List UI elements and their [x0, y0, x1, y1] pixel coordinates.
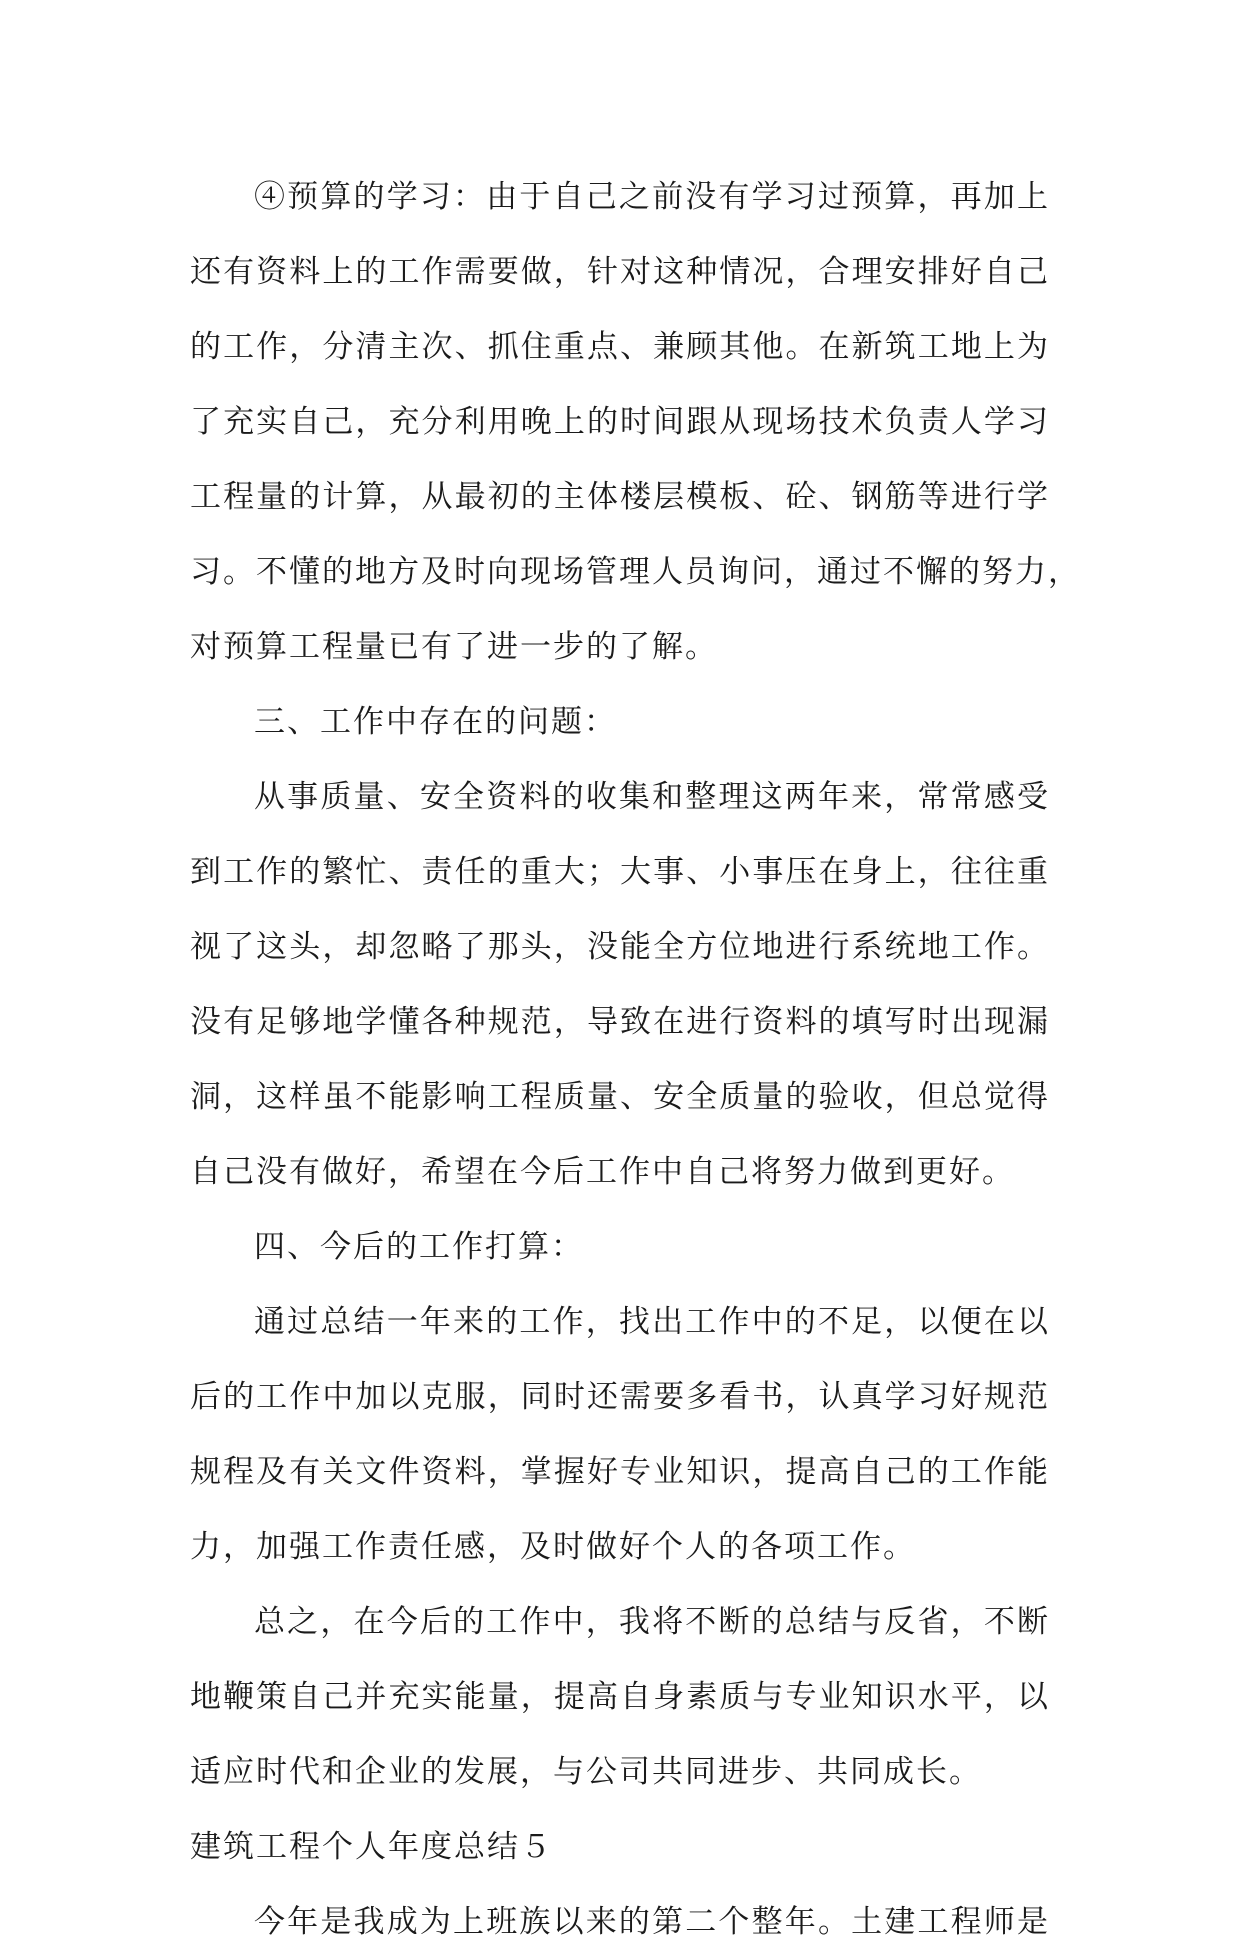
paragraph-line: 适应时代和企业的发展，与公司共同进步、共同成长。: [190, 1754, 982, 1790]
paragraph-line: 力，加强工作责任感，及时做好个人的各项工作。: [190, 1529, 916, 1565]
section-heading: 四、今后的工作打算：: [254, 1229, 584, 1265]
paragraph-line: 还有资料上的工作需要做，针对这种情况，合理安排好自己: [190, 254, 1050, 290]
paragraph-line: 视了这头，却忽略了那头，没能全方位地进行系统地工作。: [190, 929, 1050, 965]
paragraph-line: 地鞭策自己并充实能量，提高自身素质与专业知识水平，以: [190, 1679, 1050, 1715]
paragraph-line: 的工作，分清主次、抓住重点、兼顾其他。在新筑工地上为: [190, 329, 1050, 365]
paragraph-line: 今年是我成为上班族以来的第二个整年。土建工程师是: [254, 1904, 1050, 1940]
section-heading: 三、工作中存在的问题：: [254, 704, 617, 740]
paragraph-line: 总之，在今后的工作中，我将不断的总结与反省，不断: [254, 1604, 1050, 1640]
document-body: [190, 160, 1081, 1960]
paragraph-line: 从事质量、安全资料的收集和整理这两年来，常常感受: [254, 779, 1050, 815]
article-title: 建筑工程个人年度总结５: [190, 1829, 553, 1865]
paragraph-line: 规程及有关文件资料，掌握好专业知识，提高自己的工作能: [190, 1454, 1050, 1490]
paragraph-line: 习。不懂的地方及时向现场管理人员询问，通过不懈的努力，: [190, 554, 1081, 590]
paragraph-line: ④预算的学习：由于自己之前没有学习过预算，再加上: [254, 179, 1050, 215]
paragraph-line: 了充实自己，充分利用晚上的时间跟从现场技术负责人学习: [190, 404, 1050, 440]
paragraph-line: 后的工作中加以克服，同时还需要多看书，认真学习好规范: [190, 1379, 1050, 1415]
paragraph-line: 工程量的计算，从最初的主体楼层模板、砼、钢筋等进行学: [190, 479, 1050, 515]
paragraph-line: 没有足够地学懂各种规范，导致在进行资料的填写时出现漏: [190, 1004, 1050, 1040]
paragraph-line: 自己没有做好，希望在今后工作中自己将努力做到更好。: [190, 1154, 1015, 1190]
paragraph-line: 对预算工程量已有了进一步的了解。: [190, 629, 718, 665]
paragraph-line: 洞，这样虽不能影响工程质量、安全质量的验收，但总觉得: [190, 1079, 1050, 1115]
paragraph-line: 到工作的繁忙、责任的重大；大事、小事压在身上，往往重: [190, 854, 1050, 890]
paragraph-line: 通过总结一年来的工作，找出工作中的不足，以便在以: [254, 1304, 1050, 1340]
